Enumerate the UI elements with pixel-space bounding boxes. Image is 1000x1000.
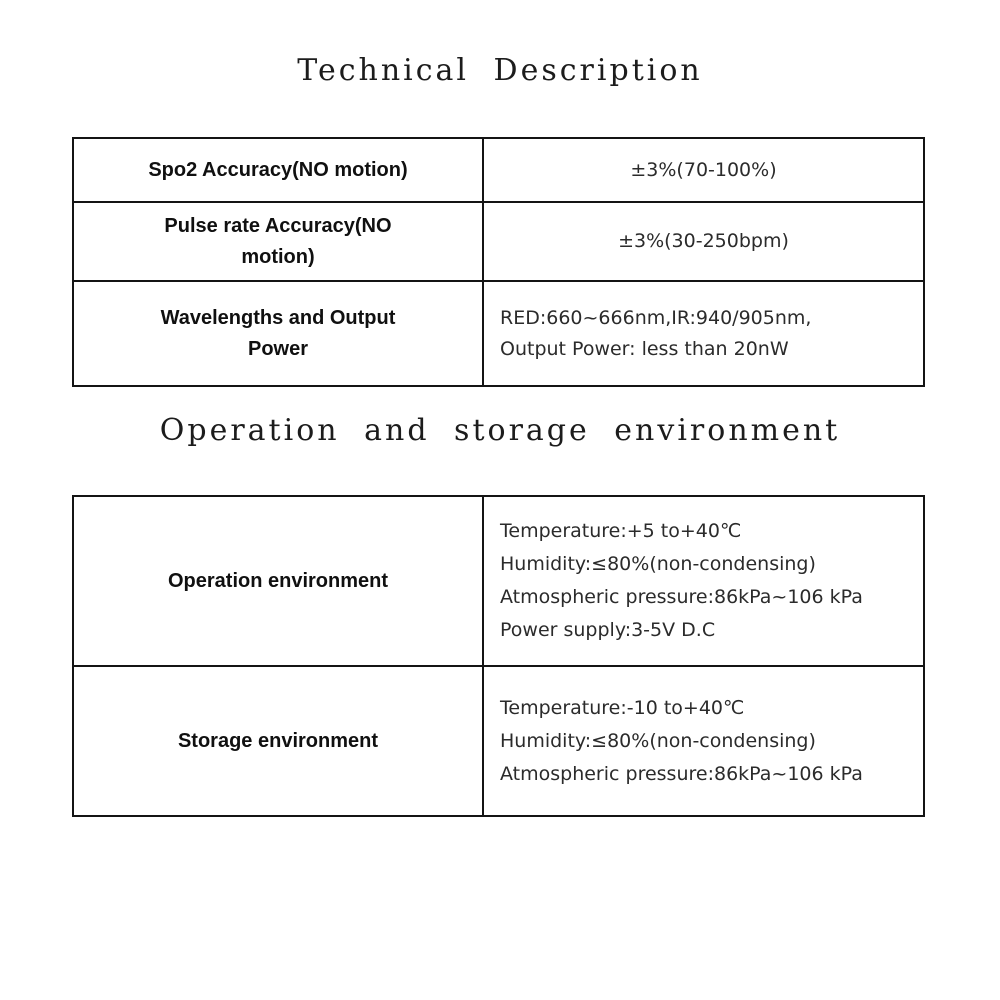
env-value-text: Power supply:3-5V D.C xyxy=(500,619,716,641)
section-title-technical-description: Technical Description xyxy=(297,53,703,88)
spec-value-text: ±3%(30-250bpm) xyxy=(618,230,789,252)
env-value-operation-environment xyxy=(483,496,924,666)
env-label-text: Storage environment xyxy=(177,729,379,752)
spec-label-text: motion) xyxy=(241,245,315,268)
spec-label-spo2-accuracy xyxy=(73,138,483,202)
env-value-text: Atmospheric pressure:86kPa~106 kPa xyxy=(500,762,863,785)
table-row-pulse-rate-accuracy xyxy=(73,202,924,281)
spec-value-text: RED:660~666nm,IR:940/905nm, xyxy=(500,306,812,329)
spec-label-wavelengths-output-power xyxy=(73,281,483,386)
technical-spec-table xyxy=(72,137,925,387)
spec-value-pulse-rate-accuracy xyxy=(483,202,924,281)
spec-value-text: ±3%(70-100%) xyxy=(630,158,777,181)
table-row-spo2-accuracy xyxy=(73,138,924,202)
section-title-operation-storage-environment: Operation and storage environment xyxy=(159,413,841,448)
env-value-text: Atmospheric pressure:86kPa~106 kPa xyxy=(500,586,863,608)
spec-label-text: Spo2 Accuracy(NO motion) xyxy=(148,158,408,181)
spec-label-text: Wavelengths and Output xyxy=(160,306,396,329)
table-row-storage-environment xyxy=(73,666,924,816)
env-value-storage-environment xyxy=(483,666,924,816)
env-value-text: Humidity:≤80%(non-condensing) xyxy=(500,729,816,752)
env-label-text: Operation environment xyxy=(167,569,389,592)
environment-spec-table xyxy=(72,495,925,817)
env-value-text: Humidity:≤80%(non-condensing) xyxy=(500,553,816,575)
spec-value-text: Output Power: less than 20nW xyxy=(500,337,789,360)
env-label-storage-environment xyxy=(73,666,483,816)
env-label-operation-environment xyxy=(73,496,483,666)
spec-label-text: Pulse rate Accuracy(NO xyxy=(164,214,392,237)
table-row-wavelengths-output-power xyxy=(73,281,924,386)
spec-label-text: Power xyxy=(247,337,309,360)
table-row-operation-environment xyxy=(73,496,924,666)
spec-value-wavelengths-output-power xyxy=(483,281,924,386)
spec-label-pulse-rate-accuracy xyxy=(73,202,483,281)
env-value-text: Temperature:+5 to+40℃ xyxy=(500,520,742,542)
env-value-text: Temperature:-10 to+40℃ xyxy=(500,696,745,719)
spec-value-spo2-accuracy xyxy=(483,138,924,202)
